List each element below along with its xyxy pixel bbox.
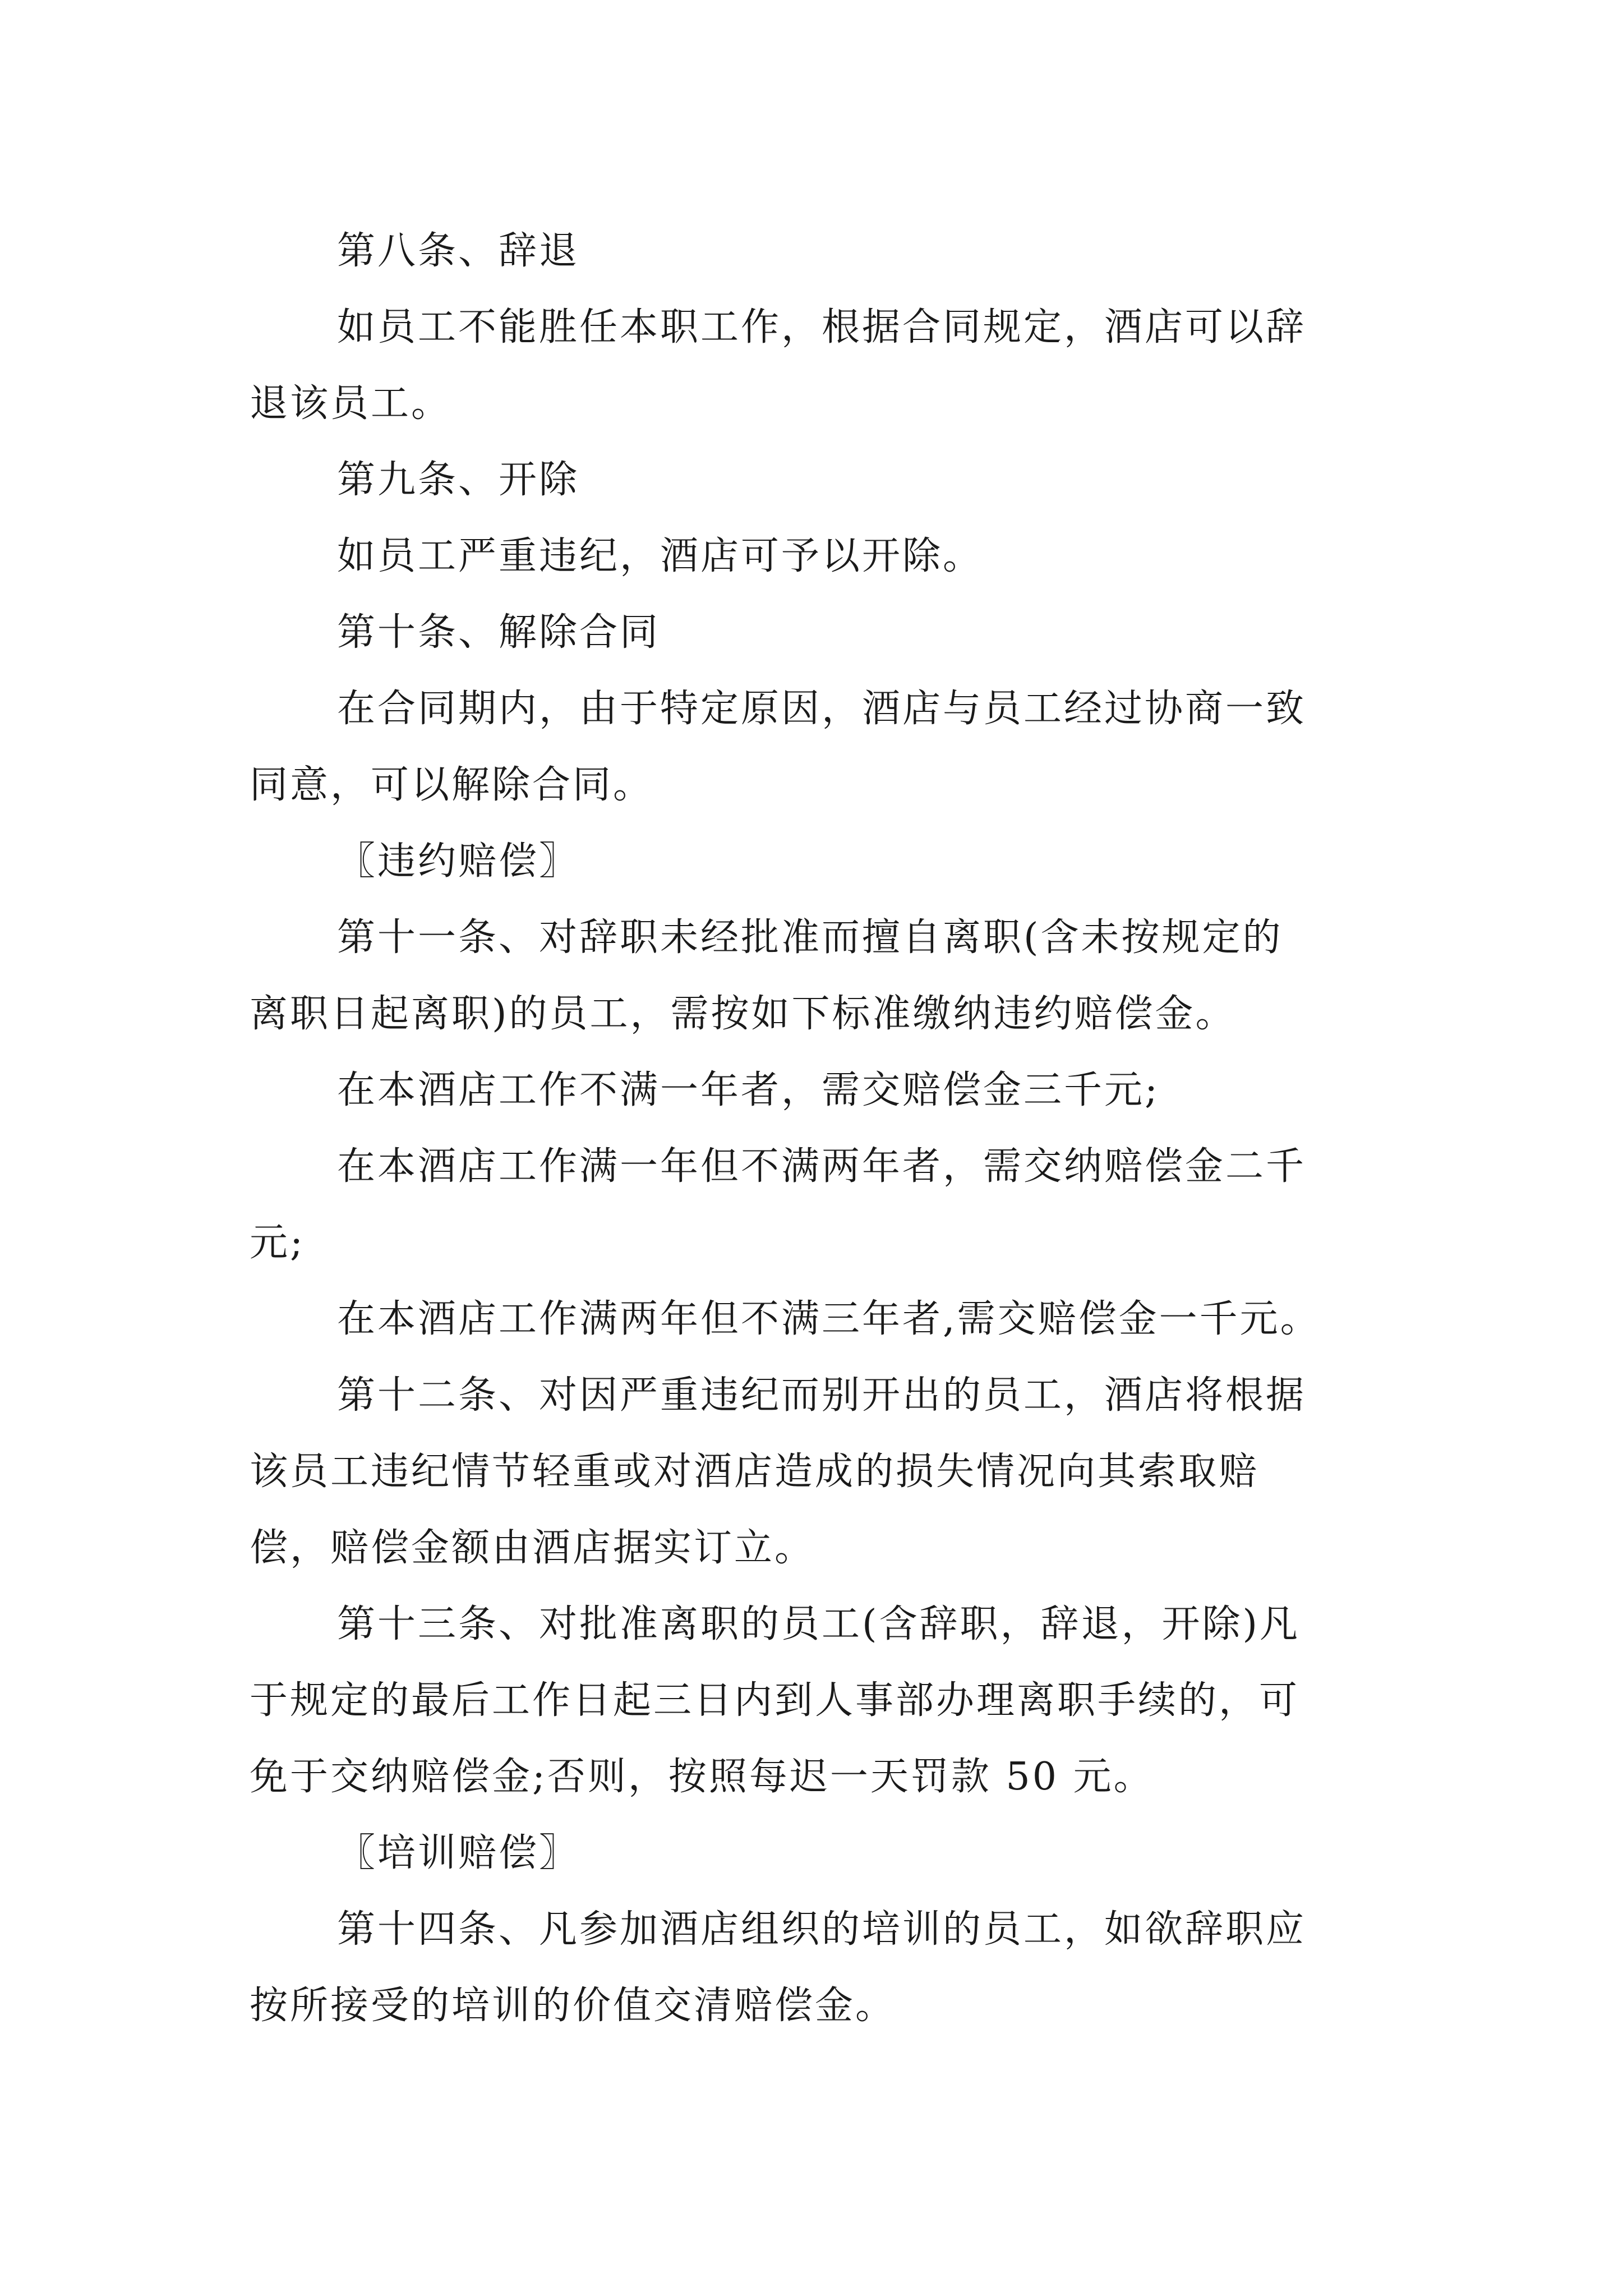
article-13-text: 第十三条、对批准离职的员工(含辞职，辞退，开除)凡	[337, 1602, 1301, 1646]
article-8-text-continued: 退该员工。	[250, 381, 452, 426]
article-11-item-2: 在本酒店工作满一年但不满两年者，需交纳赔偿金二千	[337, 1144, 1307, 1189]
article-12-text-end: 偿，赔偿金额由酒店据实订立。	[250, 1526, 815, 1570]
article-11-text: 第十一条、对辞职未经批准而擅自离职(含未按规定的	[337, 915, 1283, 960]
document-body	[250, 213, 1391, 2044]
article-14-text: 第十四条、凡参加酒店组织的培训的员工，如欲辞职应	[337, 1907, 1307, 1952]
article-13-text-end: 免于交纳赔偿金;否则，按照每迟一天罚款 50 元。	[250, 1755, 1154, 1799]
article-9-text: 如员工严重违纪，酒店可予以开除。	[337, 534, 984, 578]
article-11-item-1: 在本酒店工作不满一年者，需交赔偿金三千元;	[337, 1068, 1160, 1112]
article-12-text: 第十二条、对因严重违纪而别开出的员工，酒店将根据	[337, 1373, 1307, 1418]
article-13-text-continued: 于规定的最后工作日起三日内到人事部办理离职手续的，可	[250, 1678, 1300, 1723]
article-11-item-2-continued: 元;	[250, 1221, 305, 1265]
section-heading-breach-compensation: 〖违约赔偿〗	[337, 839, 580, 884]
article-11-item-3: 在本酒店工作满两年但不满三年者,需交赔偿金一千元。	[337, 1297, 1321, 1341]
article-14-text-continued: 按所接受的培训的价值交清赔偿金。	[250, 1984, 896, 2028]
article-10-text: 在合同期内，由于特定原因，酒店与员工经过协商一致	[337, 687, 1307, 731]
article-8-heading: 第八条、辞退	[337, 229, 580, 273]
article-8-text: 如员工不能胜任本职工作，根据合同规定，酒店可以辞	[337, 305, 1307, 349]
article-9-heading: 第九条、开除	[337, 458, 580, 502]
article-12-text-continued: 该员工违纪情节轻重或对酒店造成的损失情况向其索取赔	[250, 1450, 1260, 1494]
section-heading-training-compensation: 〖培训赔偿〗	[337, 1831, 580, 1875]
article-10-text-continued: 同意，可以解除合同。	[250, 763, 654, 807]
article-10-heading: 第十条、解除合同	[337, 610, 661, 655]
article-11-text-continued: 离职日起离职)的员工，需按如下标准缴纳违约赔偿金。	[250, 992, 1236, 1036]
